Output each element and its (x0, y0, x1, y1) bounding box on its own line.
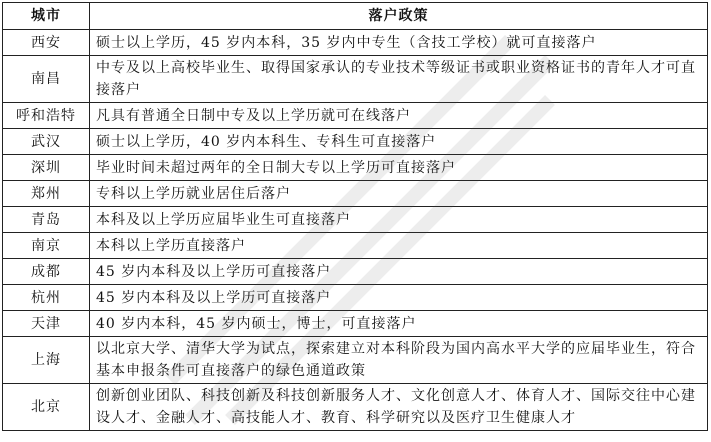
city-cell: 西安 (3, 30, 90, 56)
table-row (3, 181, 708, 207)
policy-cell: 专科以上学历就业居住后落户 (90, 181, 708, 207)
policy-cell: 45 岁内本科及以上学历可直接落户 (90, 285, 708, 311)
header-city: 城市 (3, 3, 90, 30)
policy-cell: 创新创业团队、科技创新及科技创新服务人才、文化创意人才、体育人才、国际交往中心建设人才、金融人才、高技能人才、教育、科学研究以及医疗卫生健康人才 (90, 384, 708, 431)
table-row (3, 103, 708, 129)
city-cell: 武汉 (3, 129, 90, 155)
table-row (3, 285, 708, 311)
policy-cell: 45 岁内本科及以上学历可直接落户 (90, 259, 708, 285)
table-row (3, 155, 708, 181)
city-cell: 南昌 (3, 56, 90, 103)
table-row (3, 56, 708, 103)
city-cell: 深圳 (3, 155, 90, 181)
policy-cell: 毕业时间未超过两年的全日制大专以上学历可直接落户 (90, 155, 708, 181)
city-cell: 南京 (3, 233, 90, 259)
city-cell: 天津 (3, 311, 90, 337)
city-cell: 郑州 (3, 181, 90, 207)
header-policy: 落户政策 (90, 3, 708, 30)
table-row (3, 207, 708, 233)
table-row (3, 129, 708, 155)
city-cell: 杭州 (3, 285, 90, 311)
policy-cell: 凡具有普通全日制中专及以上学历就可在线落户 (90, 103, 708, 129)
policy-cell: 以北京大学、清华大学为试点，探索建立对本科阶段为国内高水平大学的应届毕业生，符合基本申报条件可直接落户的绿色通道政策 (90, 337, 708, 384)
table-row (3, 337, 708, 384)
table-row (3, 233, 708, 259)
table-row (3, 259, 708, 285)
table-row (3, 30, 708, 56)
policy-cell: 硕士以上学历，40 岁内本科生、专科生可直接落户 (90, 129, 708, 155)
policy-cell: 本科及以上学历应届毕业生可直接落户 (90, 207, 708, 233)
city-cell: 呼和浩特 (3, 103, 90, 129)
city-cell: 上海 (3, 337, 90, 384)
table-header-row (3, 3, 708, 30)
city-cell: 青岛 (3, 207, 90, 233)
policy-cell: 本科以上学历直接落户 (90, 233, 708, 259)
city-cell: 北京 (3, 384, 90, 431)
city-cell: 成都 (3, 259, 90, 285)
policy-cell: 40 岁内本科，45 岁内硕士，博士，可直接落户 (90, 311, 708, 337)
table-row (3, 311, 708, 337)
settlement-policy-table (2, 2, 708, 431)
policy-cell: 中专及以上高校毕业生、取得国家承认的专业技术等级证书或职业资格证书的青年人才可直接落户 (90, 56, 708, 103)
table-row (3, 384, 708, 431)
policy-cell: 硕士以上学历，45 岁内本科，35 岁内中专生（含技工学校）就可直接落户 (90, 30, 708, 56)
